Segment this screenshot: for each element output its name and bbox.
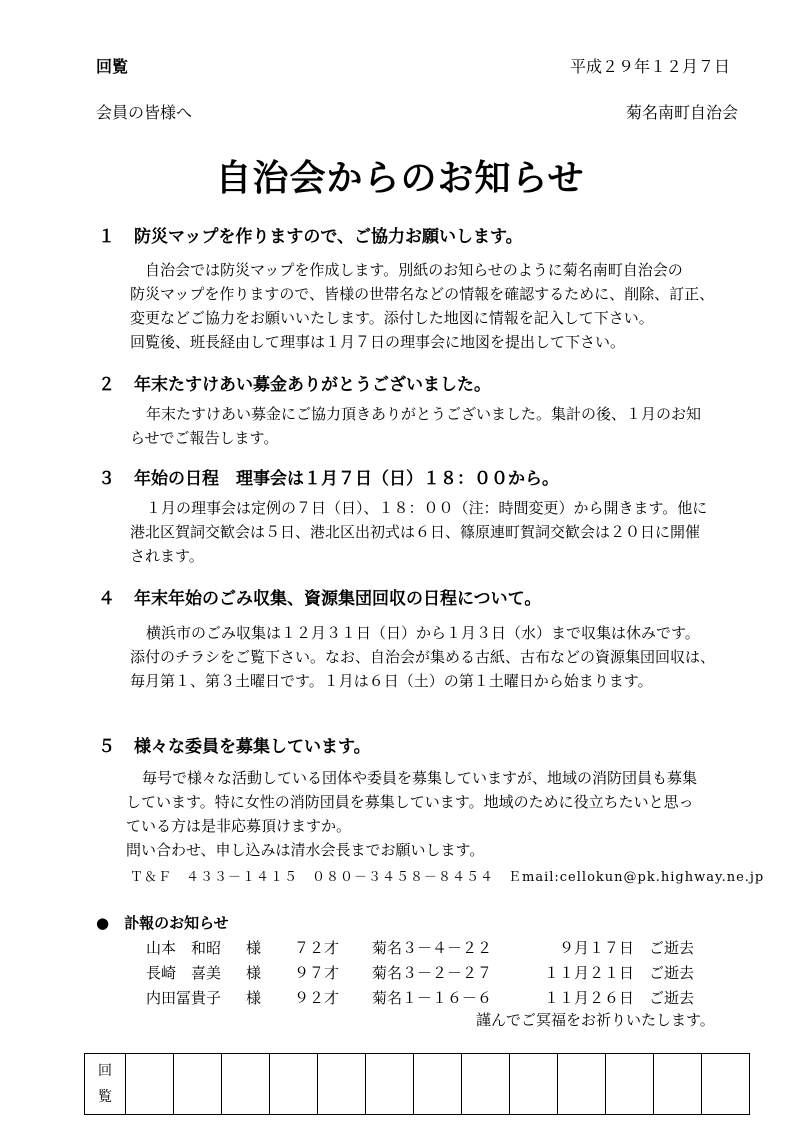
paragraph-line: 年末たすけあい募金にご協力頂きありがとうございました。集計の後、１月のお知 bbox=[146, 405, 702, 423]
section-title: 様々な委員を募集しています。 bbox=[134, 737, 371, 757]
obituary-list bbox=[146, 937, 746, 1012]
section-3-heading bbox=[98, 464, 559, 489]
page-title: 自治会からのお知らせ bbox=[215, 158, 585, 199]
date: １１月２１日 bbox=[543, 964, 634, 982]
issue-date: 平成２９年１２月７日 bbox=[569, 57, 730, 76]
stamp-cell[interactable] bbox=[462, 1054, 510, 1115]
section-1-body bbox=[130, 258, 714, 354]
paragraph-line: 横浜市のごみ収集は１２月３１日（日）から１月３日（水）まで収集は休みです。 bbox=[146, 624, 700, 642]
age: ９２才 bbox=[294, 989, 340, 1007]
paragraph-line: らせでご報告します。 bbox=[130, 429, 279, 447]
stamp-cell[interactable] bbox=[270, 1054, 318, 1115]
section-title: 年末年始のごみ収集、資源集団回収の日程について。 bbox=[134, 589, 542, 609]
note: ご逝去 bbox=[649, 964, 695, 982]
section-1-heading bbox=[98, 222, 523, 247]
section-2-body bbox=[130, 402, 701, 450]
paragraph-line: １月の理事会は定例の７日（日）、１８：００（注：時間変更）から開きます。他に bbox=[146, 499, 708, 517]
section-4-heading bbox=[98, 584, 541, 609]
circulation-table bbox=[84, 1053, 750, 1115]
honorific: 様 bbox=[246, 989, 262, 1007]
note: ご逝去 bbox=[649, 939, 695, 957]
section-number: ２ bbox=[98, 375, 115, 395]
date: ９月１７日 bbox=[558, 939, 634, 957]
section-title: 年始の日程 理事会は１月７日（日）１８：００から。 bbox=[134, 469, 559, 489]
address: 菊名３－２－２７ bbox=[372, 964, 493, 982]
honorific: 様 bbox=[246, 939, 262, 957]
paragraph-line: されます。 bbox=[130, 547, 204, 565]
paragraph-line: 港北区賀詞交歓会は５日、港北区出初式は６日、篠原連町賀詞交歓会は２０日に開催 bbox=[130, 523, 701, 541]
age: ７２才 bbox=[294, 939, 340, 957]
section-5-body bbox=[126, 766, 697, 862]
obituary-heading: ● 訃報のお知らせ bbox=[96, 914, 229, 932]
note: ご逝去 bbox=[649, 989, 695, 1007]
section-number: ４ bbox=[98, 589, 115, 609]
section-2-heading bbox=[98, 370, 491, 395]
condolence-line: 謹んでご冥福をお祈りいたします。 bbox=[476, 1011, 715, 1029]
date: １１月２６日 bbox=[543, 989, 634, 1007]
section-title: 防災マップを作りますので、ご協力お願いします。 bbox=[134, 227, 523, 247]
section-number: ３ bbox=[98, 469, 115, 489]
honorific: 様 bbox=[246, 964, 262, 982]
paragraph-line: 自治会では防災マップを作成します。別紙のお知らせのように菊名南町自治会の bbox=[130, 261, 683, 279]
stamp-cell[interactable] bbox=[414, 1054, 462, 1115]
stamp-cell[interactable] bbox=[174, 1054, 222, 1115]
deceased-name: 長崎 喜美 bbox=[146, 964, 222, 982]
stamp-cell[interactable] bbox=[510, 1054, 558, 1115]
section-5-heading bbox=[98, 732, 371, 757]
sender: 菊名南町自治会 bbox=[625, 103, 738, 122]
paragraph-line: 防災マップを作りますので、皆様の世帯名などの情報を確認するために、削除、訂正、 bbox=[130, 285, 715, 303]
section-number: １ bbox=[98, 227, 115, 247]
stamp-cell[interactable] bbox=[558, 1054, 606, 1115]
recipient: 会員の皆様へ bbox=[96, 103, 193, 122]
contact-line: Ｔ＆Ｆ ４３３－１４１５ ０８０－３４５８－８４５４ Ｅmail:cellokun@pk.highway.ne.jp bbox=[130, 870, 765, 885]
section-number: ５ bbox=[98, 737, 115, 757]
stamp-cell[interactable] bbox=[654, 1054, 702, 1115]
address: 菊名１－１６－６ bbox=[372, 989, 493, 1007]
paragraph-line: 毎月第１、第３土曜日です。１月は６日（土）の第１土曜日から始まります。 bbox=[130, 672, 653, 690]
paragraph-line: ている方は是非応募頂けますか。 bbox=[126, 817, 352, 835]
label-bottom: 覧 bbox=[98, 1089, 112, 1105]
stamp-cell[interactable] bbox=[366, 1054, 414, 1115]
section-4-body bbox=[130, 621, 715, 693]
age: ９７才 bbox=[294, 964, 340, 982]
section-title: 年末たすけあい募金ありがとうございました。 bbox=[134, 375, 491, 395]
stamp-cell[interactable] bbox=[222, 1054, 270, 1115]
section-3-body bbox=[130, 496, 707, 568]
deceased-name: 内田冨貴子 bbox=[146, 989, 222, 1007]
circulation-label: 回覧 bbox=[96, 57, 129, 76]
paragraph-line: しています。特に女性の消防団員を募集しています。地域のために役立ちたいと思っ bbox=[126, 793, 694, 811]
stamp-cell[interactable] bbox=[606, 1054, 654, 1115]
stamp-cell[interactable] bbox=[318, 1054, 366, 1115]
stamp-cell[interactable] bbox=[702, 1054, 750, 1115]
paragraph-line: 変更などご協力をお願いいたします。添付した地図に情報を記入して下さい。 bbox=[130, 309, 654, 327]
deceased-name: 山本 和昭 bbox=[146, 939, 222, 957]
obituary-row bbox=[146, 962, 746, 987]
paragraph-line: 毎号で様々な活動している団体や委員を募集していますが、地域の消防団員も募集 bbox=[142, 769, 698, 787]
paragraph-line: 回覧後、班長経由して理事は１月７日の理事会に地図を提出して下さい。 bbox=[130, 333, 626, 351]
paragraph-line: 問い合わせ、申し込みは清水会長までお願いします。 bbox=[126, 841, 485, 859]
circulation-table-label bbox=[85, 1054, 126, 1115]
address: 菊名３－４－２２ bbox=[372, 939, 493, 957]
paragraph-line: 添付のチラシをご覧下さい。なお、自治会が集める古紙、古布などの資源集団回収は、 bbox=[130, 648, 716, 666]
stamp-cell[interactable] bbox=[126, 1054, 174, 1115]
label-top: 回 bbox=[98, 1063, 112, 1079]
obituary-row bbox=[146, 937, 746, 962]
